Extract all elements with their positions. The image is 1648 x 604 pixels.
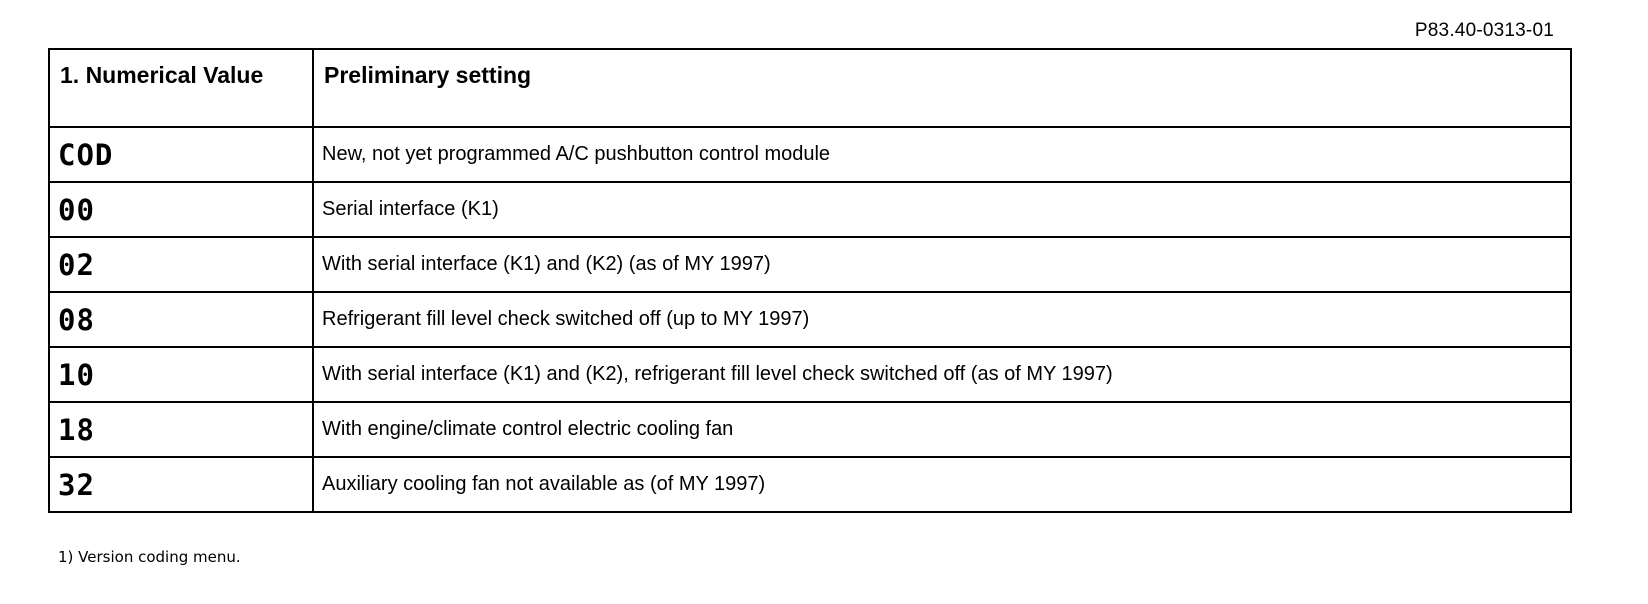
setting-cell: Auxiliary cooling fan not available as (of MY 1997) (313, 457, 1571, 512)
setting-cell: New, not yet programmed A/C pushbutton control module (313, 127, 1571, 182)
header-numerical-value: 1. Numerical Value (49, 49, 313, 127)
numerical-value-cell: COD (49, 127, 313, 182)
table-row (49, 237, 1571, 292)
numerical-value-cell: 08 (49, 292, 313, 347)
document-reference: P83.40-0313-01 (1414, 20, 1554, 41)
setting-cell: Serial interface (K1) (313, 182, 1571, 237)
table-row (49, 127, 1571, 182)
coding-table (48, 48, 1572, 513)
table-row (49, 292, 1571, 347)
setting-cell: With engine/climate control electric cooling fan (313, 402, 1571, 457)
table-row (49, 182, 1571, 237)
table-row (49, 457, 1571, 512)
setting-cell: Refrigerant fill level check switched off (up to MY 1997) (313, 292, 1571, 347)
setting-cell: With serial interface (K1) and (K2), refrigerant fill level check switched off (as of MY 1997) (313, 347, 1571, 402)
header-preliminary-setting: Preliminary setting (313, 49, 1571, 127)
table-header-row (49, 49, 1571, 127)
numerical-value-cell: 10 (49, 347, 313, 402)
numerical-value-cell: 32 (49, 457, 313, 512)
table-row (49, 402, 1571, 457)
setting-cell: With serial interface (K1) and (K2) (as of MY 1997) (313, 237, 1571, 292)
numerical-value-cell: 02 (49, 237, 313, 292)
numerical-value-cell: 00 (49, 182, 313, 237)
footnote: 1) Version coding menu. (58, 548, 241, 566)
numerical-value-cell: 18 (49, 402, 313, 457)
table-row (49, 347, 1571, 402)
